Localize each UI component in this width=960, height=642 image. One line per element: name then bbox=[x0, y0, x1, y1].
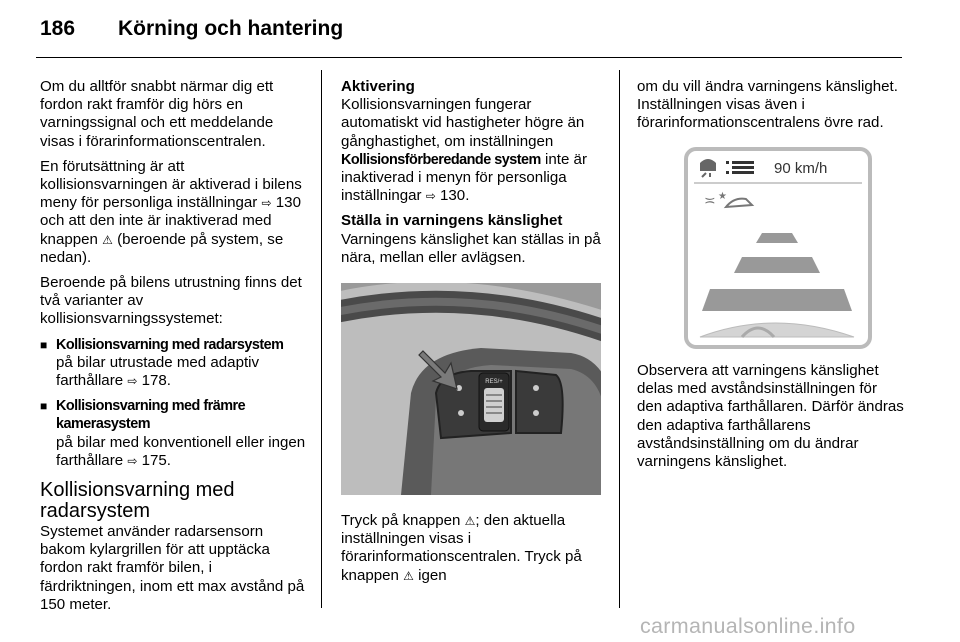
svg-text:≍: ≍ bbox=[704, 192, 716, 208]
header-divider bbox=[36, 57, 902, 58]
steering-wheel-svg bbox=[341, 283, 601, 495]
paragraph-variants: Beroende på bilens utrustning finns det två varianter av kollisionsvarningssystemet: bbox=[40, 274, 302, 328]
page-title: Körning och hantering bbox=[118, 17, 344, 40]
page-ref-arrow-icon: ⇨ bbox=[127, 374, 138, 389]
steering-wheel-illustration bbox=[341, 283, 601, 495]
column-3 bbox=[637, 78, 905, 140]
bullet-radar bbox=[40, 336, 308, 354]
page-number: 186 bbox=[40, 17, 76, 40]
bullet-camera bbox=[40, 397, 308, 433]
res-plus-label: RES/+ bbox=[485, 379, 503, 385]
column-divider-2 bbox=[619, 70, 620, 608]
display-speed: 90 km/h bbox=[774, 160, 828, 177]
driver-info-display-illustration bbox=[664, 141, 900, 352]
page-ref-arrow-icon: ⇨ bbox=[261, 196, 272, 211]
display-svg bbox=[664, 141, 900, 352]
page-ref-arrow-icon: ⇨ bbox=[127, 453, 138, 468]
paragraph-shared-setting: Observera att varningens känslighet delas med avståndsinställningen för den adaptiva farthållaren. Därför ändras den adaptiva farthållarens avståndsinställning om du ändrar varningens känslighet. bbox=[637, 362, 904, 471]
collision-button-icon: ⚠ bbox=[403, 568, 414, 583]
column-2-continued bbox=[341, 512, 605, 592]
heading-activation: Aktivering bbox=[341, 78, 415, 95]
column-1 bbox=[40, 78, 308, 621]
collision-button-icon: ⚠ bbox=[102, 232, 113, 247]
bullet-radar-title: Kollisionsvarning med radarsystem bbox=[56, 336, 284, 353]
bullet-icon: ■ bbox=[40, 399, 48, 414]
paragraph-sensitivity-change: om du vill ändra varningens känslighet. Inställningen visas även i förarinformationscentralens övre rad. bbox=[637, 78, 898, 132]
heading-sensitivity: Ställa in varningens känslighet bbox=[341, 212, 563, 230]
bullet-camera-text: på bilar med konventionell eller ingen farthållare ⇨ 175. bbox=[56, 433, 306, 469]
watermark: carmanualsonline.info bbox=[640, 614, 856, 638]
paragraph-activation: Kollisionsvarningen fungerar automatiskt vid hastigheter högre än gånghastighet, om inställningen Kollisionsförberedande system inte är inaktiverad i menyn för personliga inställningar ⇨ 130. bbox=[341, 96, 587, 205]
svg-text:★: ★ bbox=[718, 191, 727, 202]
paragraph-prerequisite: En förutsättning är att kollisionsvarningen är aktiverad i bilens meny för personliga inställningar ⇨ 130 och att den inte är inaktiverad med knappen ⚠ (beroende på system, se nedan). bbox=[40, 157, 302, 266]
section-heading-radar: Kollisionsvarning med radarsystem bbox=[40, 479, 235, 523]
paragraph-intro: Om du alltför snabbt närmar dig ett fordon rakt framför dig hörs en varningssignal och ett meddelande visas i förarinformationscentralen. bbox=[40, 78, 274, 150]
collision-button-icon: ⚠ bbox=[464, 514, 476, 528]
column-3-continued bbox=[637, 362, 905, 478]
bullet-camera-title: Kollisionsvarning med främre kamerasystem bbox=[56, 398, 246, 433]
page-header bbox=[40, 17, 343, 41]
bullet-radar-text: på bilar utrustade med adaptiv farthållare ⇨ 178. bbox=[56, 353, 260, 390]
column-divider-1 bbox=[321, 70, 322, 608]
paragraph-sensitivity: Varningens känslighet kan ställas in på nära, mellan eller avlägsen. bbox=[341, 230, 601, 266]
paragraph-radar: Systemet använder radarsensorn bakom kylargrillen för att upptäcka fordon rakt framför bilen, i färdriktningen, inom ett max avstånd på 150 meter. bbox=[40, 523, 305, 613]
bullet-icon: ■ bbox=[40, 337, 48, 352]
page-ref-arrow-icon: ⇨ bbox=[425, 189, 436, 204]
column-2 bbox=[341, 78, 605, 274]
paragraph-press-button: Tryck på knappen ⚠; den aktuella inställningen visas i förarinformationscentralen. Tryck på knappen ⚠ igen bbox=[341, 512, 582, 584]
